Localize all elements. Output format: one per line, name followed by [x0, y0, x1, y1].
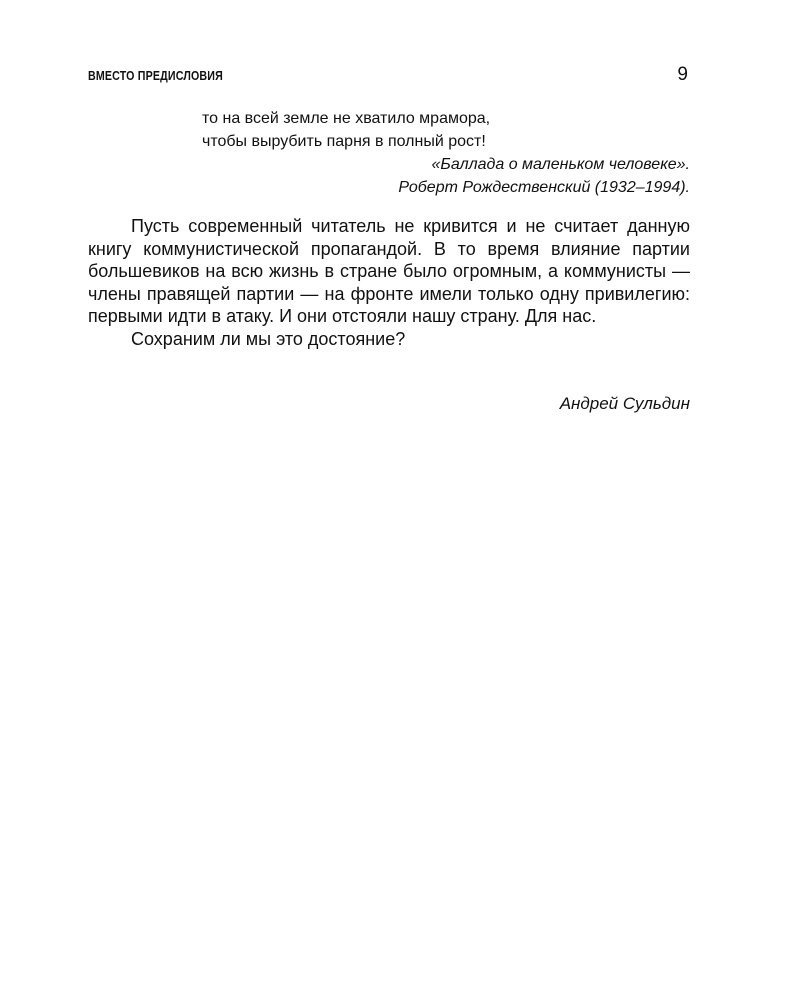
epigraph-source-title: «Баллада о маленьком человеке». — [431, 156, 690, 173]
body-paragraph: Пусть современный читатель не кривится и не считает данную книгу коммунистической пропагандой. В то время влияние партии большевиков на всю жизнь в стране было огромным, а коммунисты — члены правящей партии — на фронте имели только одну привилегию: первыми идти в атаку. И они отстояли нашу страну. Для нас. — [88, 216, 690, 327]
author-signature: Андрей Сульдин — [559, 394, 690, 413]
page-number: 9 — [677, 64, 688, 85]
epigraph-source-author: Роберт Рождественский (1932–1994). — [398, 179, 690, 196]
body-paragraph: Сохраним ли мы это достояние? — [131, 328, 406, 349]
running-head: ВМЕСТО ПРЕДИСЛОВИЯ — [88, 68, 223, 83]
epigraph-line: то на всей земле не хватило мрамора, — [202, 110, 491, 127]
epigraph — [202, 107, 690, 199]
epigraph-line: чтобы вырубить парня в полный рост! — [202, 133, 486, 150]
body-text — [88, 215, 690, 351]
